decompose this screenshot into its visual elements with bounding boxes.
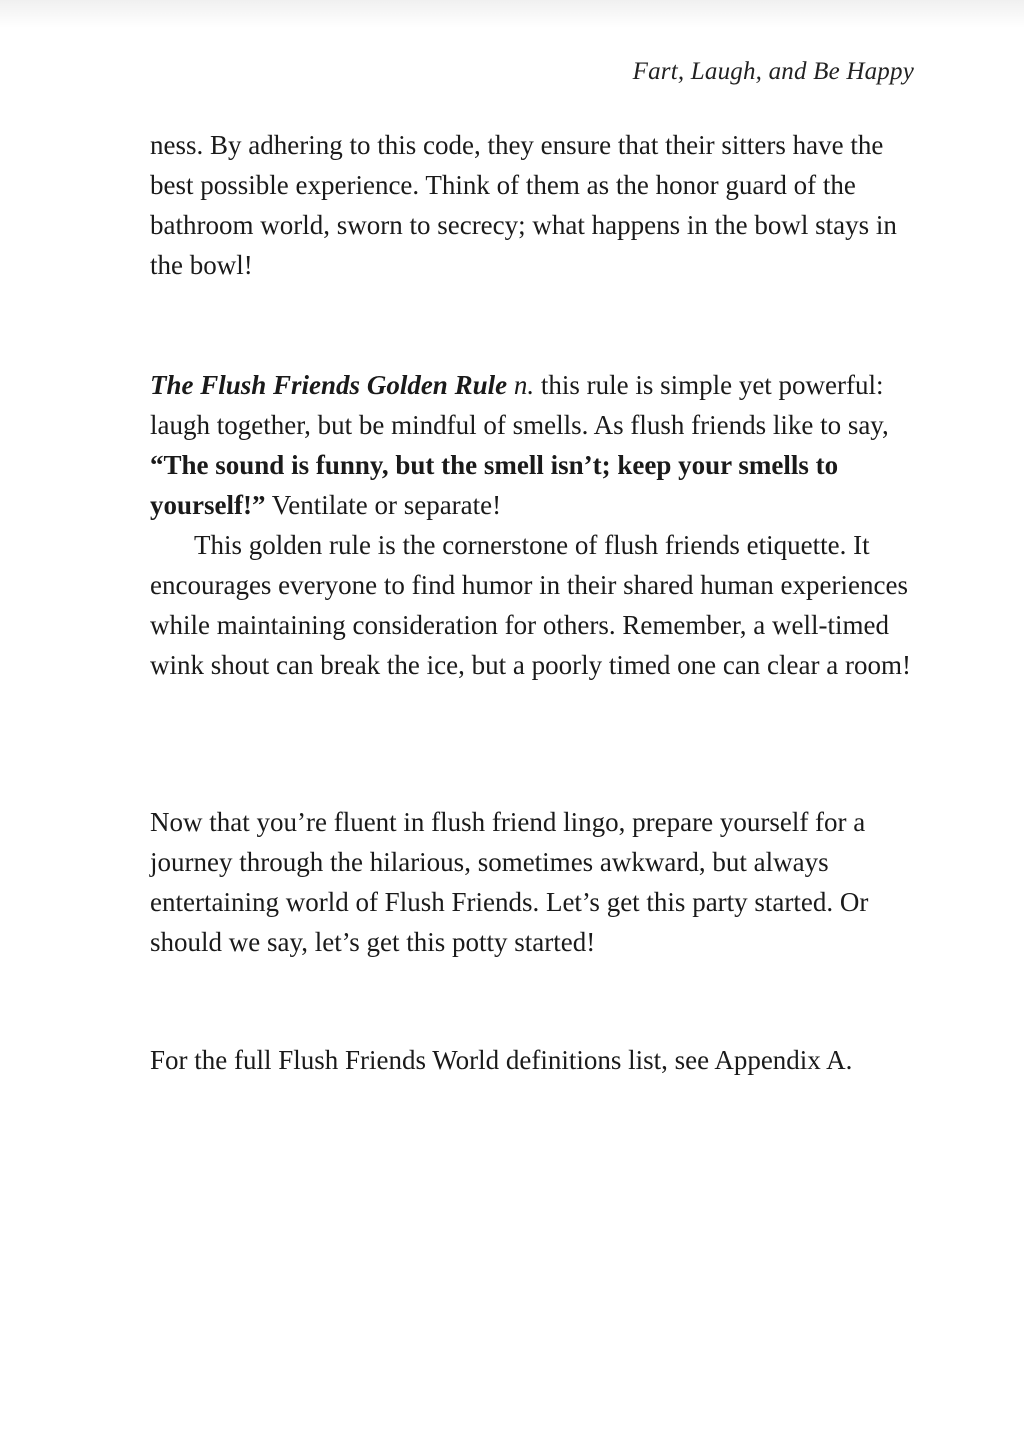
definition-tail: Ventilate or separate! [265, 490, 502, 520]
running-header: Fart, Laugh, and Be Happy [632, 58, 914, 85]
golden-rule-quote: “The sound is funny, but the smell isn’t; keep your smells to yourself!” [150, 450, 839, 520]
appendix-note [150, 1040, 930, 1080]
golden-rule-explanation: This golden rule is the cornerstone of flush friends etiquette. It encourages everyone to find humor in their shared human experiences while maintaining consideration for others. Remember, a well-timed wink shout can break the ice, but a poorly timed one can clear a room! [150, 530, 911, 680]
paragraph-text: ness. By adhering to this code, they ensure that their sitters have the best possible experience. Think of them as the honor guard of the bathroom world, sworn to secrecy; what happens in the bowl stays in the bowl! [150, 130, 897, 280]
golden-rule-paragraph [150, 365, 930, 525]
paragraph-continuation [150, 125, 930, 285]
closing-text: Now that you’re fluent in flush friend lingo, prepare yourself for a journey through the hilarious, sometimes awkward, but always entertaining world of Flush Friends. Let’s get this party started. Or should we say, let’s get this potty started! [150, 807, 869, 957]
definition-term: The Flush Friends Golden Rule [150, 370, 508, 400]
appendix-text: For the full Flush Friends World definitions list, see Appendix A. [150, 1045, 853, 1075]
closing-paragraph [150, 802, 930, 962]
page-top-shadow [0, 0, 1024, 28]
definition-text: this rule is simple yet powerful: laugh together, but be mindful of smells. As flush friends like to say, [150, 370, 889, 440]
part-of-speech: n. [513, 370, 535, 400]
golden-rule-definition [150, 365, 930, 685]
